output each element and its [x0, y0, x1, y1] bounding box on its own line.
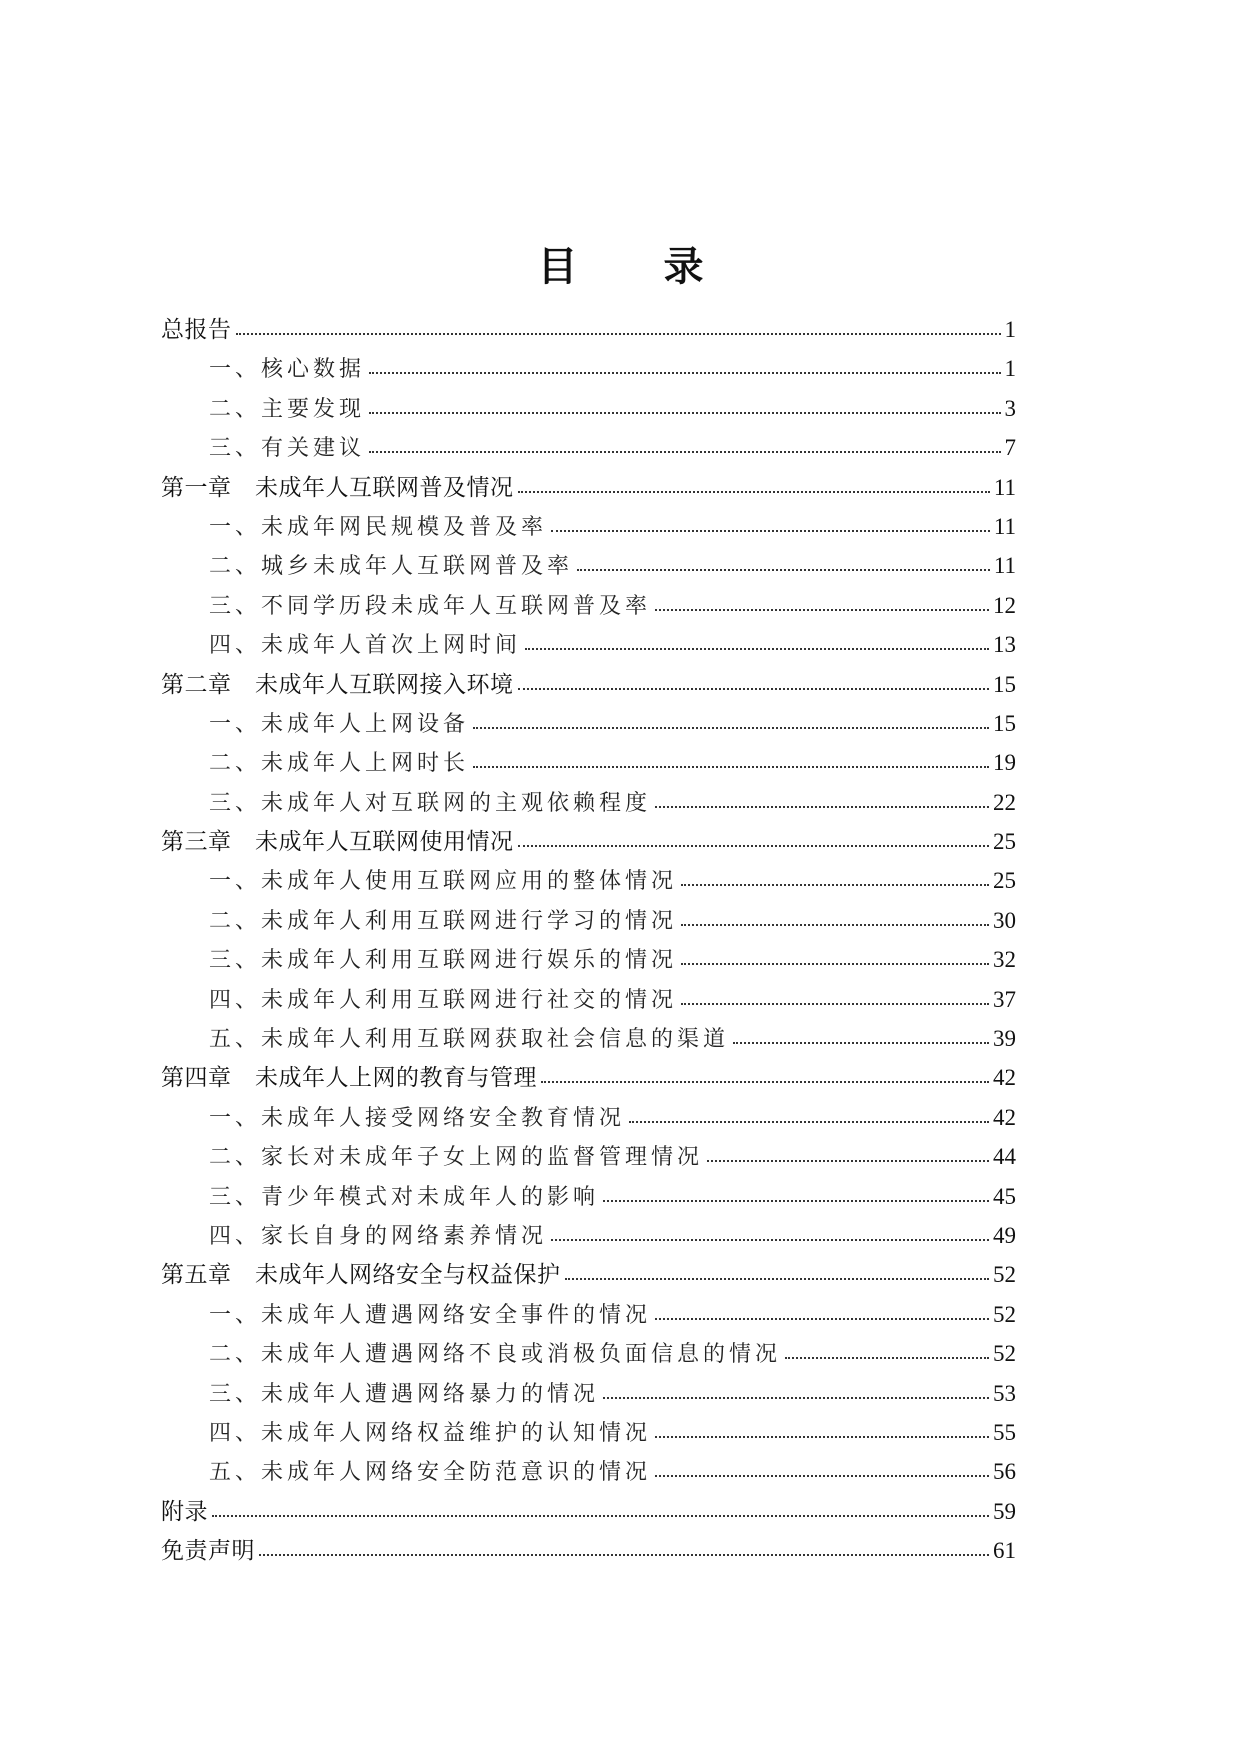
toc-dot-leader — [707, 1159, 989, 1162]
toc-chapter-entry[interactable] — [161, 1531, 1016, 1570]
toc-entry-label: 一、未成年人使用互联网应用的整体情况 — [209, 869, 678, 895]
toc-page-number: 3 — [1004, 395, 1016, 421]
toc-chapter-entry[interactable] — [161, 665, 1016, 704]
toc-page-number: 11 — [993, 513, 1016, 539]
toc-dot-leader — [655, 1474, 989, 1477]
toc-dot-leader — [681, 883, 989, 886]
toc-page-number: 15 — [993, 710, 1016, 736]
toc-dot-leader — [629, 1120, 989, 1123]
toc-page-number: 25 — [993, 829, 1016, 855]
toc-section-entry[interactable] — [161, 1374, 1016, 1413]
toc-entry-label: 第二章 未成年人互联网接入环境 — [161, 671, 514, 698]
toc-dot-leader — [369, 411, 1000, 414]
toc-page-number: 52 — [993, 1301, 1016, 1327]
toc-dot-leader — [551, 1238, 989, 1241]
toc-page-number: 1 — [1004, 356, 1016, 382]
toc-page-number: 7 — [1004, 435, 1016, 461]
toc-page-number: 37 — [993, 986, 1016, 1012]
toc-dot-leader — [369, 371, 1000, 374]
toc-dot-leader — [473, 765, 989, 768]
toc-page-number: 22 — [993, 789, 1016, 815]
toc-dot-leader — [525, 647, 989, 650]
toc-section-entry[interactable] — [161, 1019, 1016, 1058]
toc-section-entry[interactable] — [161, 586, 1016, 625]
toc-chapter-entry[interactable] — [161, 822, 1016, 861]
toc-page-number: 49 — [993, 1222, 1016, 1248]
toc-page-number: 42 — [993, 1104, 1016, 1130]
toc-section-entry[interactable] — [161, 546, 1016, 585]
toc-dot-leader — [681, 923, 989, 926]
toc-section-entry[interactable] — [161, 1177, 1016, 1216]
toc-page-number: 13 — [993, 632, 1016, 658]
toc-page-number: 45 — [993, 1183, 1016, 1209]
toc-chapter-entry[interactable] — [161, 1058, 1016, 1097]
toc-entry-label: 三、不同学历段未成年人互联网普及率 — [209, 593, 652, 619]
toc-section-entry[interactable] — [161, 1216, 1016, 1255]
toc-entry-label: 四、未成年人首次上网时间 — [209, 633, 522, 659]
toc-dot-leader — [518, 490, 990, 493]
toc-section-entry[interactable] — [161, 980, 1016, 1019]
toc-entry-label: 三、有关建议 — [209, 436, 366, 462]
toc-section-entry[interactable] — [161, 1295, 1016, 1334]
toc-dot-leader — [212, 1514, 989, 1517]
toc-page-number: 55 — [993, 1419, 1016, 1445]
toc-dot-leader — [655, 1317, 989, 1320]
toc-page-number: 42 — [993, 1065, 1016, 1091]
toc-entry-label: 第一章 未成年人互联网普及情况 — [161, 474, 514, 501]
toc-dot-leader — [259, 1553, 989, 1556]
toc-dot-leader — [655, 805, 989, 808]
toc-dot-leader — [473, 726, 989, 729]
toc-chapter-entry[interactable] — [161, 1255, 1016, 1294]
toc-section-entry[interactable] — [161, 1098, 1016, 1137]
toc-dot-leader — [603, 1199, 989, 1202]
toc-section-entry[interactable] — [161, 507, 1016, 546]
toc-dot-leader — [369, 450, 1000, 453]
toc-entry-label: 一、未成年网民规模及普及率 — [209, 514, 548, 540]
toc-dot-leader — [236, 332, 1001, 335]
toc-entry-label: 第三章 未成年人互联网使用情况 — [161, 829, 514, 856]
toc-page-number: 56 — [993, 1459, 1016, 1485]
toc-page-number: 59 — [993, 1498, 1016, 1524]
toc-page-number: 53 — [993, 1380, 1016, 1406]
toc-entry-label: 五、未成年人利用互联网获取社会信息的渠道 — [209, 1027, 730, 1053]
toc-dot-leader — [733, 1041, 989, 1044]
toc-entry-label: 四、家长自身的网络素养情况 — [209, 1223, 548, 1249]
toc-section-entry[interactable] — [161, 1334, 1016, 1373]
toc-entry-label: 一、未成年人接受网络安全教育情况 — [209, 1105, 626, 1131]
toc-entry-label: 一、未成年人上网设备 — [209, 711, 470, 737]
toc-page-number: 52 — [993, 1341, 1016, 1367]
toc-entry-label: 三、未成年人遭遇网络暴力的情况 — [209, 1381, 600, 1407]
toc-entry-label: 一、未成年人遭遇网络安全事件的情况 — [209, 1302, 652, 1328]
toc-section-entry[interactable] — [161, 783, 1016, 822]
toc-entry-label: 四、未成年人网络权益维护的认知情况 — [209, 1420, 652, 1446]
toc-dot-leader — [681, 962, 989, 965]
toc-section-entry[interactable] — [161, 1452, 1016, 1491]
toc-entry-label: 二、城乡未成年人互联网普及率 — [209, 554, 574, 580]
toc-section-entry[interactable] — [161, 625, 1016, 664]
toc-entry-label: 第四章 未成年人上网的教育与管理 — [161, 1065, 537, 1092]
toc-page-number: 25 — [993, 868, 1016, 894]
toc-section-entry[interactable] — [161, 428, 1016, 467]
toc-entry-label: 二、主要发现 — [209, 396, 366, 422]
toc-entry-label: 二、未成年人遭遇网络不良或消极负面信息的情况 — [209, 1342, 782, 1368]
page-title: 目 录 — [537, 242, 740, 290]
toc-chapter-entry[interactable] — [161, 468, 1016, 507]
toc-page-number: 19 — [993, 750, 1016, 776]
toc-section-entry[interactable] — [161, 704, 1016, 743]
toc-entry-label: 三、青少年模式对未成年人的影响 — [209, 1184, 600, 1210]
toc-dot-leader — [577, 568, 990, 571]
toc-dot-leader — [565, 1277, 990, 1280]
toc-entry-label: 二、家长对未成年子女上网的监督管理情况 — [209, 1145, 704, 1171]
toc-dot-leader — [551, 529, 990, 532]
toc-page-number: 52 — [993, 1262, 1016, 1288]
toc-page-number: 39 — [993, 1026, 1016, 1052]
toc-section-entry[interactable] — [161, 1137, 1016, 1176]
toc-entry-label: 二、未成年人上网时长 — [209, 751, 470, 777]
toc-entry-label: 附录 — [161, 1498, 208, 1525]
toc-page-number: 44 — [993, 1144, 1016, 1170]
toc-section-entry[interactable] — [161, 349, 1016, 388]
toc-section-entry[interactable] — [161, 861, 1016, 900]
toc-dot-leader — [603, 1396, 989, 1399]
toc-page-number: 1 — [1004, 317, 1016, 342]
toc-page-number: 12 — [993, 592, 1016, 618]
toc-dot-leader — [681, 1002, 989, 1005]
toc-entry-label: 免责声明 — [161, 1538, 255, 1565]
toc-dot-leader — [541, 1080, 989, 1083]
toc-section-entry[interactable] — [161, 901, 1016, 940]
toc-entry-label: 二、未成年人利用互联网进行学习的情况 — [209, 908, 678, 934]
toc-chapter-entry[interactable] — [161, 1492, 1016, 1531]
toc-page-number: 11 — [993, 553, 1016, 579]
toc-page-number: 32 — [993, 947, 1016, 973]
toc-dot-leader — [785, 1356, 989, 1359]
toc-page-number: 61 — [993, 1538, 1016, 1564]
toc-dot-leader — [655, 1435, 989, 1438]
toc-entry-label: 第五章 未成年人网络安全与权益保护 — [161, 1262, 561, 1289]
toc-chapter-entry[interactable] — [161, 310, 1016, 349]
toc-section-entry[interactable] — [161, 743, 1016, 782]
toc-entry-label: 五、未成年人网络安全防范意识的情况 — [209, 1460, 652, 1486]
table-of-contents — [161, 310, 1016, 1571]
toc-dot-leader — [655, 608, 989, 611]
toc-entry-label: 总报告 — [161, 317, 232, 343]
toc-page-number: 11 — [993, 474, 1016, 500]
toc-section-entry[interactable] — [161, 1413, 1016, 1452]
toc-entry-label: 一、核心数据 — [209, 357, 366, 383]
toc-page-number: 30 — [993, 907, 1016, 933]
toc-section-entry[interactable] — [161, 389, 1016, 428]
toc-entry-label: 三、未成年人对互联网的主观依赖程度 — [209, 790, 652, 816]
toc-section-entry[interactable] — [161, 940, 1016, 979]
toc-dot-leader — [518, 687, 990, 690]
toc-entry-label: 四、未成年人利用互联网进行社交的情况 — [209, 987, 678, 1013]
toc-entry-label: 三、未成年人利用互联网进行娱乐的情况 — [209, 948, 678, 974]
toc-page-number: 15 — [993, 671, 1016, 697]
toc-dot-leader — [518, 844, 990, 847]
